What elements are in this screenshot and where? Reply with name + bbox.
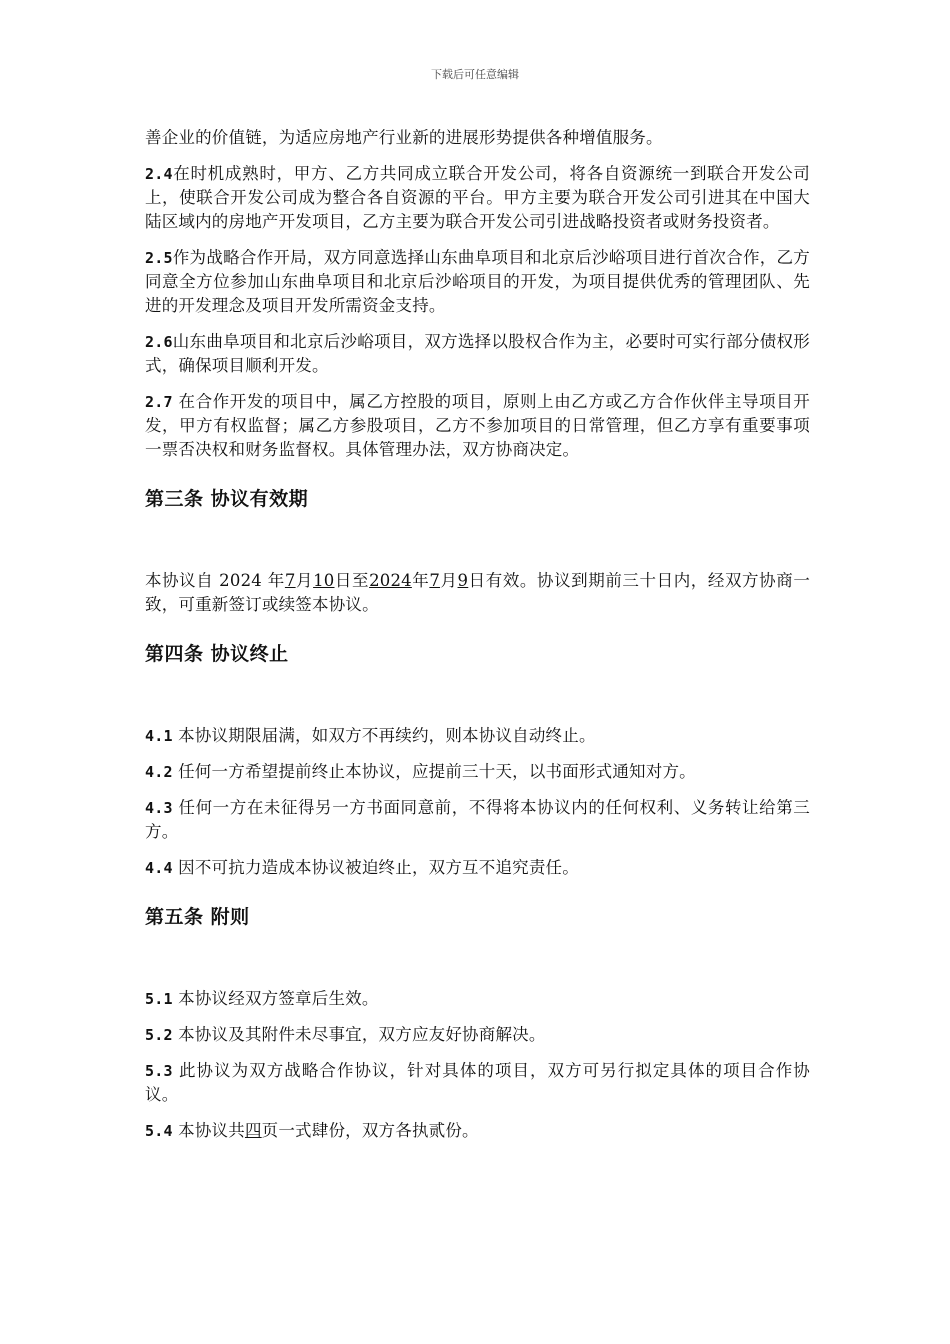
clause-2-7 bbox=[145, 390, 810, 462]
clause-text: 在时机成熟时，甲方、乙方共同成立联合开发公司，将各自资源统一到联合开发公司上，使联合开发公司成为整合各自资源的平台。甲方主要为联合开发公司引进其在中国大陆区域内的房地产开发项目，乙方主要为联合开发公司引进战略投资者或财务投资者。 bbox=[145, 164, 810, 231]
clause-number: 2.5 bbox=[145, 249, 173, 267]
clause-text: 作为战略合作开局，双方同意选择山东曲阜项目和北京后沙峪项目进行首次合作，乙方同意全方位参加山东曲阜项目和北京后沙峪项目的开发，为项目提供优秀的管理团队、先进的开发理念及项目开发所需资金支持。 bbox=[145, 248, 810, 315]
clause-number: 4.2 bbox=[145, 763, 173, 781]
text-run: 日至 bbox=[334, 571, 370, 590]
end-day: 9 bbox=[457, 571, 469, 590]
clause-text: 在合作开发的项目中，属乙方控股的项目，原则上由乙方或乙方合作伙伴主导项目开发，甲方有权监督；属乙方参股项目，乙方不参加项目的日常管理，但乙方享有重要事项一票否决权和财务监督权。具体管理办法，双方协商决定。 bbox=[145, 392, 810, 459]
section-5-heading: 第五条 附则 bbox=[145, 906, 250, 928]
page-count: 四 bbox=[244, 1121, 262, 1140]
text-run: 页一式肆份，双方各执贰份。 bbox=[261, 1121, 479, 1140]
text-run: 本协议自 2024 年 bbox=[145, 571, 285, 590]
text-run: 日有效。协议到期前三十日内，经双方协商一致，可重新签订或续签本协议。 bbox=[145, 571, 811, 614]
clause-text: 本协议经双方签章后生效。 bbox=[172, 989, 379, 1008]
clause-number: 5.2 bbox=[145, 1026, 173, 1044]
clause-text: 此协议为双方战略合作协议，针对具体的项目，双方可另行拟定具体的项目合作协议。 bbox=[145, 1061, 810, 1104]
clause-5-3 bbox=[145, 1059, 810, 1107]
text-run: 月 bbox=[440, 571, 458, 590]
clause-number: 2.7 bbox=[145, 393, 173, 411]
clause-number: 4.3 bbox=[145, 799, 173, 817]
clause-4-1 bbox=[145, 724, 810, 748]
end-year: 2024 bbox=[369, 571, 412, 590]
text-run: 本协议共 bbox=[172, 1121, 245, 1140]
start-month: 7 bbox=[284, 571, 296, 590]
paragraph-text: 善企业的价值链，为适应房地产行业新的进展形势提供各种增值服务。 bbox=[145, 128, 663, 147]
start-day: 10 bbox=[313, 571, 335, 590]
clause-text: 本协议及其附件未尽事宜，双方应友好协商解决。 bbox=[172, 1025, 546, 1044]
text-run: 月 bbox=[295, 571, 314, 590]
clause-4-4 bbox=[145, 856, 810, 880]
clause-text: 任何一方在未征得另一方书面同意前，不得将本协议内的任何权利、义务转让给第三方。 bbox=[145, 798, 810, 841]
clause-number: 4.1 bbox=[145, 727, 173, 745]
paragraph bbox=[145, 126, 810, 150]
page-header: 下载后可任意编辑 bbox=[431, 68, 519, 81]
clause-number: 2.6 bbox=[145, 333, 173, 351]
clause-text: 本协议期限届满，如双方不再续约，则本协议自动终止。 bbox=[172, 726, 596, 745]
clause-text: 任何一方希望提前终止本协议，应提前三十天，以书面形式通知对方。 bbox=[172, 762, 696, 781]
section-4-heading: 第四条 协议终止 bbox=[145, 643, 289, 665]
clause-4-3 bbox=[145, 796, 810, 844]
section-3-heading: 第三条 协议有效期 bbox=[145, 488, 309, 510]
end-month: 7 bbox=[429, 571, 441, 590]
clause-2-6 bbox=[145, 330, 810, 378]
clause-number: 4.4 bbox=[145, 859, 173, 877]
clause-5-4 bbox=[145, 1119, 810, 1143]
clause-4-2 bbox=[145, 760, 810, 784]
clause-text: 因不可抗力造成本协议被迫终止，双方互不追究责任。 bbox=[172, 858, 579, 877]
clause-5-2 bbox=[145, 1023, 810, 1047]
clause-number: 5.4 bbox=[145, 1122, 173, 1140]
clause-2-5 bbox=[145, 246, 810, 318]
text-run: 年 bbox=[411, 571, 430, 590]
document-body bbox=[145, 126, 810, 1155]
clause-number: 5.3 bbox=[145, 1062, 173, 1080]
clause-text: 山东曲阜项目和北京后沙峪项目，双方选择以股权合作为主，必要时可实行部分债权形式，确保项目顺利开发。 bbox=[145, 332, 810, 375]
clause-5-1 bbox=[145, 987, 810, 1011]
clause-2-4 bbox=[145, 162, 810, 234]
validity-paragraph bbox=[145, 569, 810, 617]
clause-number: 2.4 bbox=[145, 165, 173, 183]
clause-number: 5.1 bbox=[145, 990, 173, 1008]
